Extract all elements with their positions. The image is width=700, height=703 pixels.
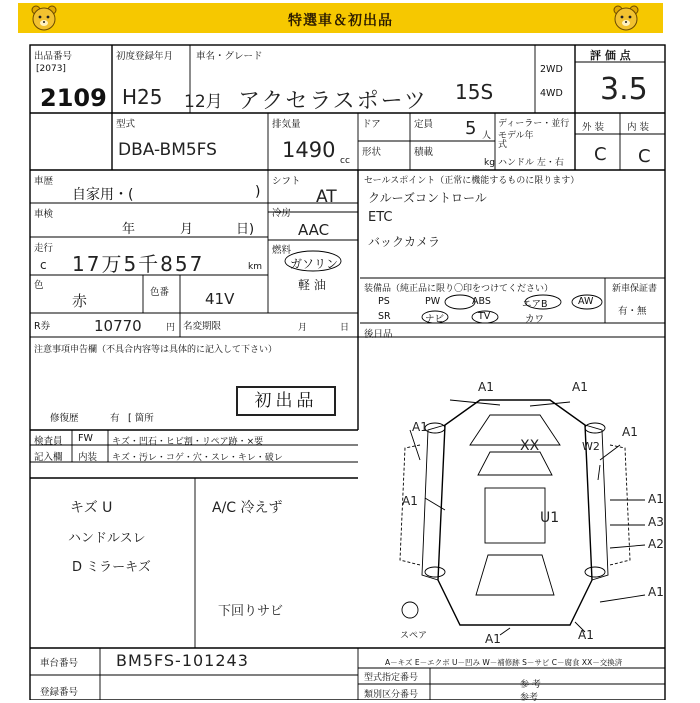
recycle-label: R券 [34,321,51,332]
equip-sr: SR [378,311,391,322]
fw-items: キズ・凹石・ヒビ割・リペア跡・×要 [112,437,264,447]
exterior-label: 外 装 [582,122,605,133]
interior-check-label: 内装 [78,452,98,463]
warranty-label: 新車保証書 [612,284,658,294]
remark-left-2: ハンドルスレ [68,531,146,546]
ac-value: AAC [298,221,330,239]
damage-mark: A1 [648,585,664,599]
inspector-label: 検査員 [34,436,63,447]
selling-point-1: クルーズコントロール [368,191,487,205]
fuel-label: 燃料 [272,245,292,256]
model-label: 型式 [116,119,136,130]
inspection-year: 年 [122,222,136,237]
4wd-label: 4WD [540,88,563,99]
fuel-diesel: 軽 油 [298,278,326,292]
body-shape-label: 形状 [362,147,382,158]
inspection-day: 日) [236,222,255,237]
type-designation-label: 型式指定番号 [364,673,419,683]
name-change-label: 名変期限 [183,321,222,332]
door-label: ドア [362,119,381,130]
selling-points-label: セールスポイント（正常に機能するものに限ります） [364,176,580,186]
cc-unit: cc [340,156,350,166]
km-unit: km [248,262,262,272]
reference-label: 参 考 [520,680,541,690]
mileage-value: 17万5千857 [72,252,205,276]
shift-label: シフト [272,176,301,187]
lot-number: 2109 [40,84,107,112]
remark-right-1: A/C 冷えず [212,500,283,516]
interior-items: キズ・汚レ・コゲ・穴・スレ・キレ・破レ [112,453,283,463]
record-label: 記入欄 [34,452,63,463]
color-value: 赤 [72,292,88,310]
car-grade: 15S [455,80,494,104]
repair-history-value: 有 [110,413,120,424]
damage-mark: A1 [478,380,494,394]
chassis-label: 車台番号 [40,658,79,669]
fw-label: FW [78,433,93,444]
first-listing-stamp: 初出品 [236,386,336,416]
ac-label: 冷房 [272,208,292,219]
notes-label: 注意事項申告欄（不具合内容等は具体的に記入して下さい） [34,345,278,355]
displacement-label: 排気量 [272,119,301,130]
damage-mark: XX [520,438,540,454]
mileage-label: 走行 [34,243,54,254]
registration-year: H25 [122,85,163,109]
score-label: 評 価 点 [590,49,631,62]
recycle-amount: 10770 [94,317,142,335]
damage-mark: A3 [648,515,664,529]
damage-mark: A1 [485,632,501,646]
color-label: 色 [34,280,44,291]
damage-mark: W2 [582,440,600,453]
kg-unit: kg [484,158,495,168]
usage-value: 自家用・( [72,187,134,203]
remark-left-3: D ミラーキズ [72,560,151,575]
registration-number-label: 登録番号 [40,687,79,698]
repair-places-label: [ 箇所 [128,413,154,424]
displacement: 1490 [282,138,336,162]
banner-title: 特選車＆初出品 [288,13,393,29]
equip-airbag: エアB [522,299,548,310]
load-label: 積載 [414,147,434,158]
equipment-label: 装備品（純正品に限り〇印をつけてください） [364,284,554,294]
car-name-label: 車名・グレード [196,51,263,62]
color-number: 41V [205,290,235,308]
damage-mark: A1 [622,425,638,439]
inspection-month: 月 [180,222,194,237]
usage-label: 車歴 [34,176,54,187]
model-year-label: モデル年式 [498,131,534,150]
equip-ps: PS [378,296,390,307]
damage-mark: A2 [648,537,664,551]
selling-point-3: バックカメラ [368,235,441,249]
color-number-label: 色番 [150,287,170,298]
damage-mark: A1 [572,380,588,394]
model-code: DBA-BM5FS [118,140,217,160]
fuel-circle-mark [283,249,343,273]
damage-mark: A1 [412,420,428,434]
equip-tv: TV [478,311,491,322]
capacity: 5 [465,118,477,139]
chassis-number: BM5FS-101243 [116,651,249,670]
after-items-label: 後日品 [364,329,393,340]
damage-mark: U1 [540,510,560,526]
mileage-prefix: c [40,258,47,272]
interior-label: 内 装 [627,122,650,133]
spare-label: スペア [400,631,428,641]
reference-label-2: 参考 [520,693,539,703]
warranty-value: 有・無 [618,306,647,317]
name-change-month: 月 [298,323,308,333]
inspection-label: 車検 [34,209,54,220]
class-number-label: 類別区分番号 [364,690,419,700]
repair-history-label: 修復歴 [50,413,79,424]
usage-close: ) [255,184,261,200]
first-registration-label: 初度登録年月 [116,51,174,62]
lot-sub-number: [2073] [36,64,66,74]
yen-unit: 円 [166,323,176,333]
handle-label: ハンドル 左・右 [498,158,564,168]
damage-legend: A－キズ E－エクボ U－凹み W－補修跡 S－サビ C－腐食 XX－交換済 [385,658,623,667]
car-name: アクセラスポーツ [238,89,428,114]
overall-score: 3.5 [600,72,648,107]
damage-mark: A1 [648,492,664,506]
name-change-day: 日 [340,323,350,333]
person-unit: 人 [482,131,492,141]
2wd-label: 2WD [540,64,563,75]
dealer-label: ディーラー・並行 [498,119,570,129]
equip-aw: AW [578,296,594,307]
remark-left-1: キズ U [70,500,113,516]
remark-right-2: 下回りサビ [218,604,284,619]
lot-number-label: 出品番号 [34,51,73,62]
damage-mark: A1 [578,628,594,642]
exterior-score: C [594,144,607,165]
equip-navi: ナビ [425,314,445,325]
selling-point-2: ETC [368,210,393,225]
equip-abs: ABS [472,296,491,307]
equip-leather: カワ [525,314,545,325]
registration-month: 12月 [184,92,223,112]
capacity-label: 定員 [414,119,434,130]
equipment-circle-marks [360,290,610,324]
damage-mark: A1 [402,494,418,508]
fuel-gasoline: ガソリン [290,257,339,271]
shift-value: AT [316,187,337,207]
interior-score: C [638,146,651,167]
equip-pw: PW [425,296,441,307]
